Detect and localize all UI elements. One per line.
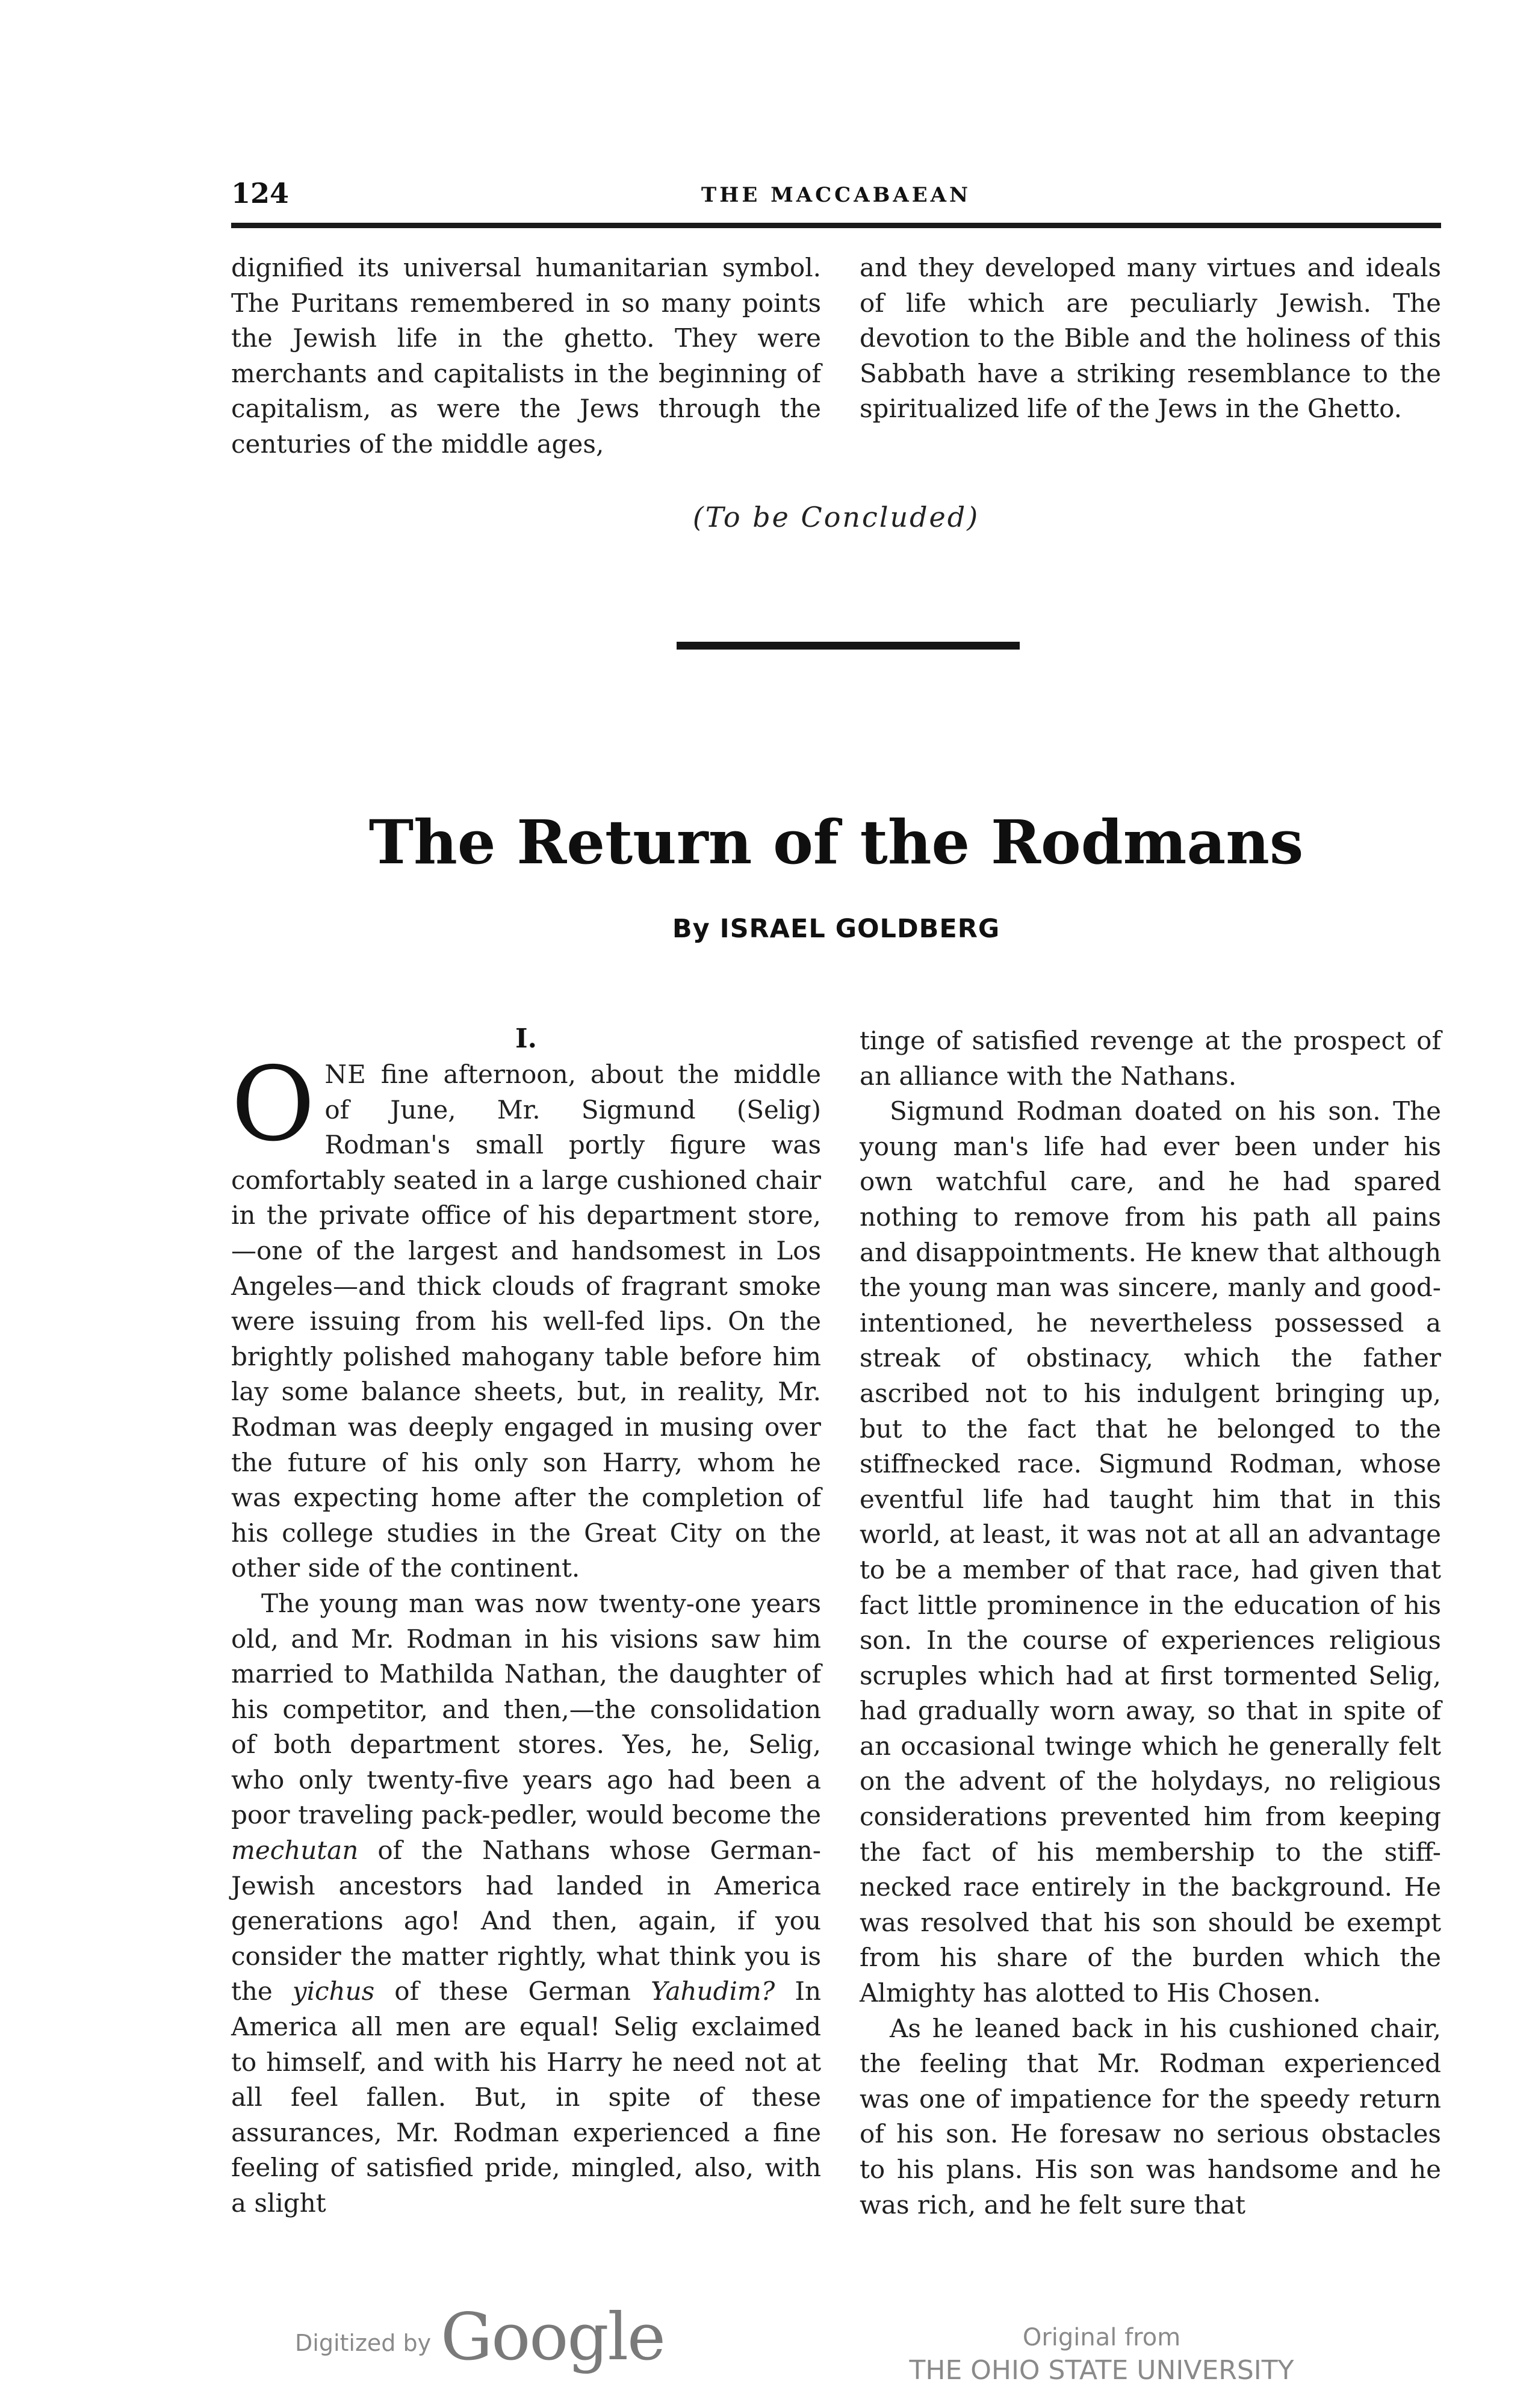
italic-term-yahudim: Yahudim? [650, 1976, 775, 2006]
paragraph-text: of these German [374, 1976, 651, 2006]
second-paragraph [231, 1586, 821, 2221]
journal-title: THE MACCABAEAN [701, 183, 972, 207]
section-divider [677, 642, 1020, 650]
fourth-paragraph: As he leaned back in his cushioned chair, the feeling that Mr. Rodman experienced was one of impatience for the speedy return of his son. He foresaw no serious obstacles to his plans. His son was handsome and he was rich, and he felt sure that [860, 2013, 1441, 2220]
italic-term-yichus: yichus [292, 1976, 375, 2006]
original-from-label: Original from [1022, 2324, 1181, 2351]
opening-text: fine afternoon, about the middle of June, Mr. Sigmund (Selig) Rodman's small portly figure was comfortably seated in a large cushioned chair in the private office of his department store,—one of the largest and handsomest in Los Angeles—and thick clouds of fragrant smoke were issuing from his well-fed lips. On the brightly polished mahogany table before him lay some balance sheets, but, in reality, Mr. Rodman was deeply engaged in musing over the future of his only son Harry, whom he was expecting home after the completion of his college studies in the Great City on the other side of the continent. [231, 1060, 821, 1583]
article-byline: By ISRAEL GOLDBERG [672, 914, 1000, 944]
opening-paragraph [231, 1045, 821, 1586]
previous-article-right-column [860, 250, 1441, 427]
institution-name: THE OHIO STATE UNIVERSITY [909, 2355, 1294, 2386]
paragraph-text: of the Nathans whose German-Jewish ancestors had landed in America generations ago! And then, again, if you consider the matter rightly, what think you is the [231, 1835, 821, 2006]
continuation-paragraph: tinge of satisfied revenge at the prospect of an alliance with the Nathans. [860, 1026, 1441, 1091]
page-number: 124 [231, 177, 290, 209]
previous-article-left-text: dignified its universal humanitarian symbol. The Puritans remembered in so many points the Jewish life in the ghetto. They were merchants and capitalists in the beginning of capitalism, as were the Jews through the centuries of the middle ages, [231, 253, 821, 459]
previous-article-right-text: and they developed many virtues and ideals of life which are peculiarly Jewish. The devotion to the Bible and the holiness of this Sabbath have a striking resemblance to the spiritualized life of the Jews in the Ghetto. [860, 253, 1441, 424]
section-number: I. [515, 1023, 537, 1054]
article-left-column [231, 1045, 821, 2221]
third-paragraph: Sigmund Rodman doated on his son. The young man's life had ever been under his own watchful care, and he had spared nothing to remove from his path all pains and disappointments. He knew that although the young man was sincere, manly and good-intentioned, he nevertheless possessed a streak of obstinacy, which the father ascribed not to his indulgent bringing up, but to the fact that he belonged to the stiffnecked race. Sigmund Rodman, whose eventful life had taught him that in this world, at least, it was not at all an advantage to be a member of that race, had given that fact little prominence in the education of his son. In the course of experiences religious scruples which had at first tormented Selig, had gradually worn away, so that in spite of an occasional twinge which he generally felt on the advent of the holydays, no religious considerations prevented him from keeping the fact of his membership to the stiff-necked race entirely in the background. He was resolved that his son should be exempt from his share of the burden which the Almighty has alotted to His Chosen. [860, 1096, 1441, 2008]
google-logo: Google [441, 2300, 665, 2375]
paragraph-text: In America all men are equal! Selig exclaimed to himself, and with his Harry he need not at all feel fallen. But, in spite of these assurances, Mr. Rodman experienced a fine feeling of satisfied pride, mingled, also, with a slight [231, 1976, 821, 2218]
paragraph-text: The young man was now twenty-one years old, and Mr. Rodman in his visions saw him married to Mathilda Nathan, the daughter of his competitor, and then,—the consolidation of both department stores. Yes, he, Selig, who only twenty-five years ago had been a poor traveling pack-pedler, would become the [231, 1588, 821, 1830]
digitized-by-label: Digitized by [295, 2330, 432, 2356]
article-right-column [860, 1023, 1441, 2223]
running-header [231, 175, 1441, 217]
drop-cap: O [231, 1045, 315, 1164]
header-rule [231, 223, 1441, 228]
continued-note: (To be Concluded) [692, 501, 980, 533]
article-title: The Return of the Rodmans [368, 807, 1304, 878]
opening-caps: NE [324, 1060, 367, 1089]
italic-term-mechutan: mechutan [231, 1835, 359, 1866]
previous-article-left-column [231, 250, 821, 462]
